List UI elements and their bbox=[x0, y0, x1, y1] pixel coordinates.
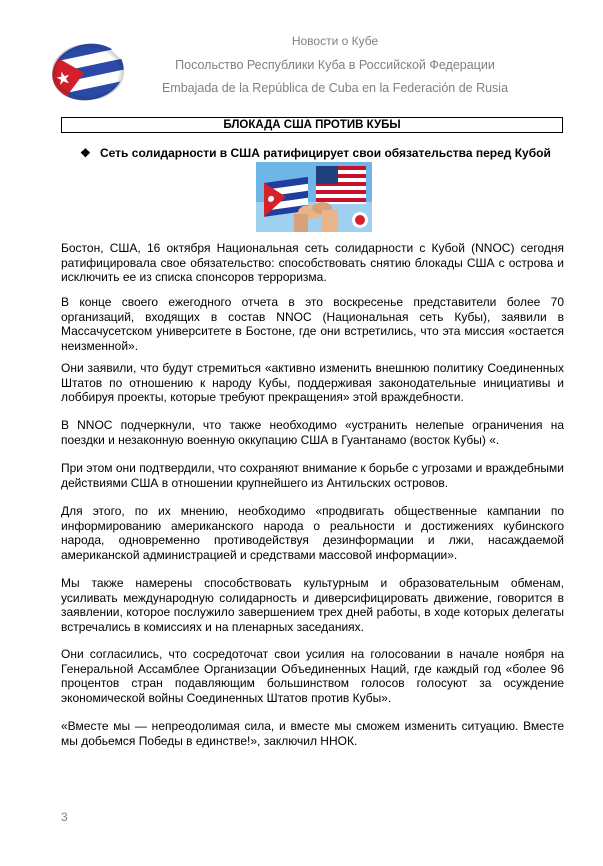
paragraph-6: Для этого, по их мнению, необходимо «продвигать общественные кампании по информированию американского народа о реальности и достижениях кубинского народа, одновременно противодействуя дезинформации и лжи, насаждаемой американской администрацией и средствами массовой информации». bbox=[61, 504, 564, 562]
paragraph-7: Мы также намерены способствовать культурным и образовательным обменам, усиливать международную солидарность и диверсифицировать движение, говорится в заявлении, которое послужило завершением трех дней работы, в ходе которых делегаты встречались в комиссиях и на пленарных заседаниях. bbox=[61, 576, 564, 634]
paragraph-5: При этом они подтвердили, что сохраняют внимание к борьбе с угрозами и враждебными действиями США в отношении крупнейшего из Антильских островов. bbox=[61, 461, 564, 490]
paragraph-1: Бостон, США, 16 октября Национальная сеть солидарности с Кубой (NNOC) сегодня ратифицировала свое обязательство: способствовать снятию блокады США с острова и исключить ее из списка спонсоров терроризма. bbox=[61, 241, 564, 284]
header-embassy-es: Embajada de la República de Cuba en la Federación de Rusia bbox=[161, 81, 509, 95]
page-number: 3 bbox=[61, 810, 68, 824]
article-title bbox=[80, 146, 570, 160]
paragraph-3: Они заявили, что будут стремиться «активно изменить внешнюю политику Соединенных Штатов по отношению к народу Кубы, поддерживая законодательные инициативы и лоббируя проекты, которые требуют прекращения» этой враждебности. bbox=[61, 361, 564, 404]
article-title-text: Сеть солидарности в США ратифицирует свои обязательства перед Кубой bbox=[100, 146, 551, 160]
header-news-title: Новости о Кубе bbox=[291, 34, 379, 48]
bullet-icon: ❖ bbox=[80, 146, 91, 160]
paragraph-9: «Вместе мы — непреодолимая сила, и вместе мы сможем изменить ситуацию. Вместе мы добьемся Победы в единстве!», заключил ННОК. bbox=[61, 719, 564, 748]
paragraph-8: Они согласились, что сосредоточат свои усилия на голосовании в начале ноября на Генеральной Ассамблее Организации Объединенных Наций, где каждый год «более 96 процентов стран подавляющим большинством голосов голосуют за осуждение экономической войны Соединенных Штатов против Кубы». bbox=[61, 647, 564, 705]
flags-photo bbox=[256, 162, 372, 232]
paragraph-4: В NNOC подчеркнули, что также необходимо «устранить нелепые ограничения на поездки и незаконную военную оккупацию США в Гуантанамо (восток Кубы) «. bbox=[61, 418, 564, 447]
paragraph-2: В конце своего ежегодного отчета в это воскресенье представители более 70 организаций, входящих в состав NNOC (Национальная сеть Кубы), заявили в Массачусетском университете в Бостоне, где они встретились, что эта миссия «остается неизменной». bbox=[61, 295, 564, 353]
section-banner: БЛОКАДА США ПРОТИВ КУБЫ bbox=[61, 117, 563, 133]
header-embassy-ru: Посольство Республики Куба в Российской Федерации bbox=[175, 58, 495, 72]
cuba-flag-logo bbox=[50, 42, 126, 102]
